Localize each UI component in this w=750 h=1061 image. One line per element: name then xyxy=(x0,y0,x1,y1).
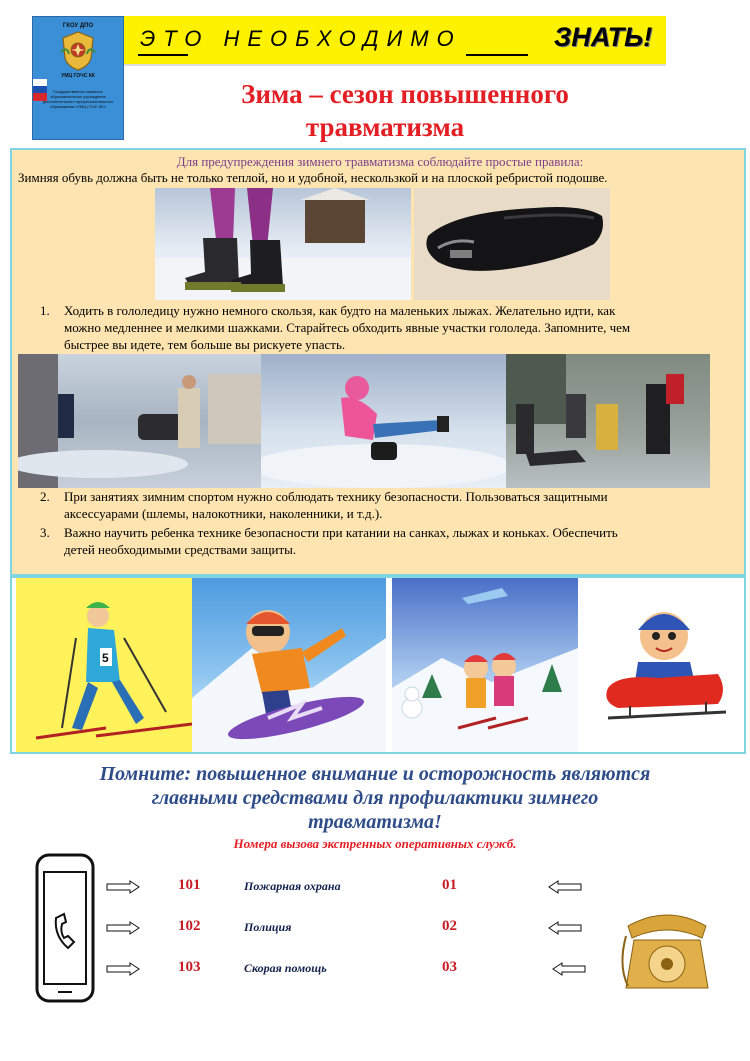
rule-line: аксессуарами (шлемы, налокотники, наколенники, и т.д.). xyxy=(64,506,383,521)
winter-boots-photo xyxy=(155,188,411,300)
remember-line: травматизма! xyxy=(308,811,442,833)
rule-text xyxy=(64,302,630,353)
header-banner xyxy=(122,16,666,66)
page-title xyxy=(140,78,670,144)
mobile-code: 102 xyxy=(178,918,201,934)
logo-top-text: ГКОУ ДПО xyxy=(62,23,94,29)
landline-code: 02 xyxy=(442,918,457,934)
title-line: травматизма xyxy=(305,112,465,142)
remember-line: главными средствами для профилактики зимнего xyxy=(151,787,599,809)
skier-illustration xyxy=(16,578,192,752)
organization-logo xyxy=(32,16,124,140)
banner-text: ЭТО НЕОБХОДИМО xyxy=(140,26,462,51)
rule-text xyxy=(64,524,618,558)
arrow-right-icon xyxy=(106,880,140,894)
rule-line: При занятиях зимним спортом нужно соблюдать технику безопасности. Пользоваться защитными xyxy=(64,489,608,504)
kids-skiing-illustration xyxy=(392,578,578,752)
remember-line: Помните: повышенное внимание и осторожность являются xyxy=(99,763,651,785)
rules-panel xyxy=(10,148,746,576)
rule-number: 2. xyxy=(40,489,50,504)
shoe-sole-photo xyxy=(414,188,610,300)
mobile-phone-icon xyxy=(34,852,96,1004)
rule-2 xyxy=(40,488,740,524)
service-name: Полиция xyxy=(244,920,292,934)
coat-of-arms-icon xyxy=(59,30,97,72)
winter-shoe-rule: Зимняя обувь должна быть не только теплой, но и удобной, нескользкой и на плоской ребристой подошве. xyxy=(18,170,608,185)
rule-1 xyxy=(40,302,740,354)
arrow-right-icon xyxy=(106,921,140,935)
service-name: Скорая помощь xyxy=(244,961,327,975)
remember-message xyxy=(30,762,720,834)
rule-line: можно медленнее и мелкими шажками. Старайтесь обходить явные участки гололеда. Запомните, чем xyxy=(64,320,631,335)
kid-sled-illustration xyxy=(578,578,744,752)
rule-number: 1. xyxy=(40,303,50,318)
emergency-numbers-title: Номера вызова экстренных оперативных служб. xyxy=(233,836,517,851)
arrow-right-icon xyxy=(106,962,140,976)
logo-caption: Государственное казенное образовательное учреждение дополнительного профессионального образования «УМЦ ГОЧС КК» xyxy=(42,89,114,109)
arrow-left-icon xyxy=(552,962,586,976)
arrow-left-icon xyxy=(548,921,582,935)
rules-intro: Для предупреждения зимнего травматизма соблюдайте простые правила: xyxy=(176,154,584,169)
mobile-code: 101 xyxy=(178,877,201,893)
service-name: Пожарная охрана xyxy=(244,879,341,893)
rule-line: быстрее вы идете, тем больше вы рискуете упасть. xyxy=(64,337,346,352)
snowboarder-illustration xyxy=(192,578,386,752)
icy-street-photo xyxy=(18,354,261,488)
rule-3 xyxy=(40,524,740,560)
rule-line: детей необходимыми средствами защиты. xyxy=(64,542,297,557)
banner-strong-text: ЗНАТЬ! xyxy=(554,22,653,52)
rule-line: Важно научить ребенка технике безопасности при катании на санках, лыжах и коньках. Обеспечить xyxy=(64,525,618,540)
arrow-left-icon xyxy=(548,880,582,894)
title-line: Зима – сезон повышенного xyxy=(241,79,569,109)
landline-code: 03 xyxy=(442,959,457,975)
rule-number: 3. xyxy=(40,525,50,540)
rotary-phone-icon xyxy=(618,896,716,1000)
people-slipping-photo xyxy=(506,354,710,488)
banner-underline xyxy=(466,54,528,56)
landline-code: 01 xyxy=(442,877,457,893)
cartoon-strip xyxy=(10,576,746,754)
rule-text xyxy=(64,488,608,522)
svg-text:5: 5 xyxy=(102,651,109,665)
girl-fallen-photo xyxy=(261,354,506,488)
banner-underline xyxy=(138,54,188,56)
rule-line: Ходить в гололедицу нужно немного скользя, как будто на маленьких лыжах. Желательно идти, как xyxy=(64,303,616,318)
logo-bottom-text: УМЦ ГОЧС КК xyxy=(61,73,95,79)
mobile-code: 103 xyxy=(178,959,201,975)
